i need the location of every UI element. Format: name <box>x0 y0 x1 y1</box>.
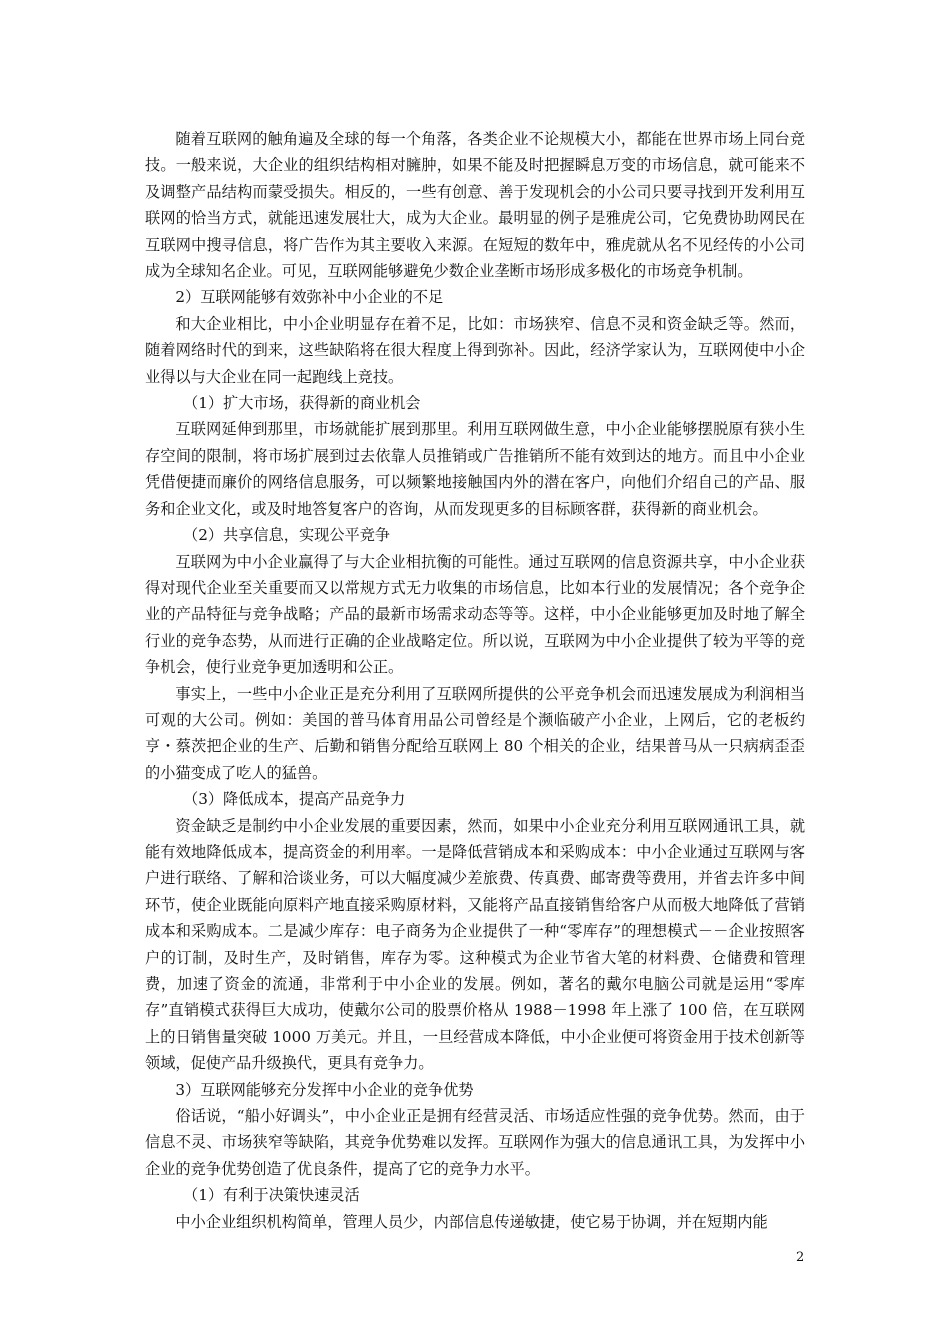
page-number: 2 <box>796 1250 805 1265</box>
paragraph: 资金缺乏是制约中小企业发展的重要因素，然而，如果中小企业充分利用互联网通讯工具，就能有效地降低成本，提高资金的利用率。一是降低营销成本和采购成本：中小企业通过互联网与客户进行联络、了解和洽谈业务，可以大幅度减少差旅费、传真费、邮寄费等费用，并省去许多中间环节，使企业既能向原料产地直接采购原材料，又能将产品直接销售给客户从而极大地降低了营销成本和采购成本。二是减少库存：电子商务为企业提供了一种“零库存”的理想模式－－企业按照客户的订制，及时生产，及时销售，库存为零。这种模式为企业节省大笔的材料费、仓储费和管理费，加速了资金的流通，非常利于中小企业的发展。例如，著名的戴尔电脑公司就是运用“零库存”直销模式获得巨大成功，使戴尔公司的股票价格从 1988－1998 年上涨了 100 倍，在互联网上的日销售量突破 1000 万美元。并且，一旦经营成本降低，中小企业便可将资金用于技术创新等领域，促使产品升级换代，更具有竞争力。 <box>145 816 805 1073</box>
paragraph: 互联网延伸到那里，市场就能扩展到那里。利用互联网做生意，中小企业能够摆脱原有狭小生存空间的限制，将市场扩展到过去依靠人员推销或广告推销所不能有效到达的地方。而且中小企业凭借便捷而廉价的网络信息服务，可以频繁地接触国内外的潜在客户，向他们介绍自己的产品、服务和企业文化，或及时地答复客户的咨询，从而发现更多的目标顾客群，获得新的商业机会。 <box>145 420 805 518</box>
section-heading-3: 3）互联网能够充分发挥中小企业的竞争优势 <box>175 1080 474 1099</box>
paragraph: 俗话说，“船小好调头”，中小企业正是拥有经营灵活、市场适应性强的竞争优势。然而，由于信息不灵、市场狭窄等缺陷，其竞争优势难以发挥。互联网作为强大的信息通讯工具，为发挥中小企业的竞争优势创造了优良条件，提高了它的竞争力水平。 <box>145 1107 805 1178</box>
subsection-heading-2: （2）共享信息，实现公平竞争 <box>183 526 391 545</box>
section-heading-2: 2）互联网能够有效弥补中小企业的不足 <box>175 288 444 307</box>
paragraph: 互联网为中小企业赢得了与大企业相抗衡的可能性。通过互联网的信息资源共享，中小企业获得对现代企业至关重要而又以常规方式无力收集的市场信息，比如本行业的发展情况；各个竞争企业的产品特征与竞争战略；产品的最新市场需求动态等等。这样，中小企业能够更加及时地了解全行业的竞争态势，从而进行正确的企业战略定位。所以说，互联网为中小企业提供了较为平等的竞争机会，使行业竞争更加透明和公正。 <box>145 552 805 677</box>
paragraph: 中小企业组织机构简单，管理人员少，内部信息传递敏捷，使它易于协调，并在短期内能 <box>175 1212 768 1231</box>
paragraph: 和大企业相比，中小企业明显存在着不足，比如：市场狭窄、信息不灵和资金缺乏等。然而，随着网络时代的到来，这些缺陷将在很大程度上得到弥补。因此，经济学家认为，互联网使中小企业得以与大企业在同一起跑线上竞技。 <box>145 314 805 386</box>
subsection-heading-1: （1）扩大市场，获得新的商业机会 <box>183 394 421 413</box>
paragraph-intro: 随着互联网的触角遍及全球的每一个角落，各类企业不论规模大小，都能在世界市场上同台竞技。一般来说，大企业的组织结构相对臃肿，如果不能及时把握瞬息万变的市场信息，就可能来不及调整产品结构而蒙受损失。相反的，一些有创意、善于发现机会的小公司只要寻找到开发利用互联网的恰当方式，就能迅速发展壮大，成为大企业。最明显的例子是雅虎公司，它免费协助网民在互联网中搜寻信息，将广告作为其主要收入来源。在短短的数年中，雅虎就从名不见经传的小公司成为全球知名企业。可见，互联网能够避免少数企业垄断市场形成多极化的市场竞争机制。 <box>145 130 805 281</box>
document-body <box>145 126 805 1235</box>
subsection-heading-3: （3）降低成本，提高产品竞争力 <box>183 790 406 809</box>
paragraph: 事实上，一些中小企业正是充分利用了互联网所提供的公平竞争机会而迅速发展成为利润相当可观的大公司。例如：美国的普马体育用品公司曾经是个濒临破产小企业，上网后，它的老板约亨・蔡茨把企业的生产、后勤和销售分配给互联网上 80 个相关的企业，结果普马从一只病病歪歪的小猫变成了吃人的猛兽。 <box>145 684 805 782</box>
subsection-heading-1b: （1）有利于决策快速灵活 <box>183 1186 360 1205</box>
